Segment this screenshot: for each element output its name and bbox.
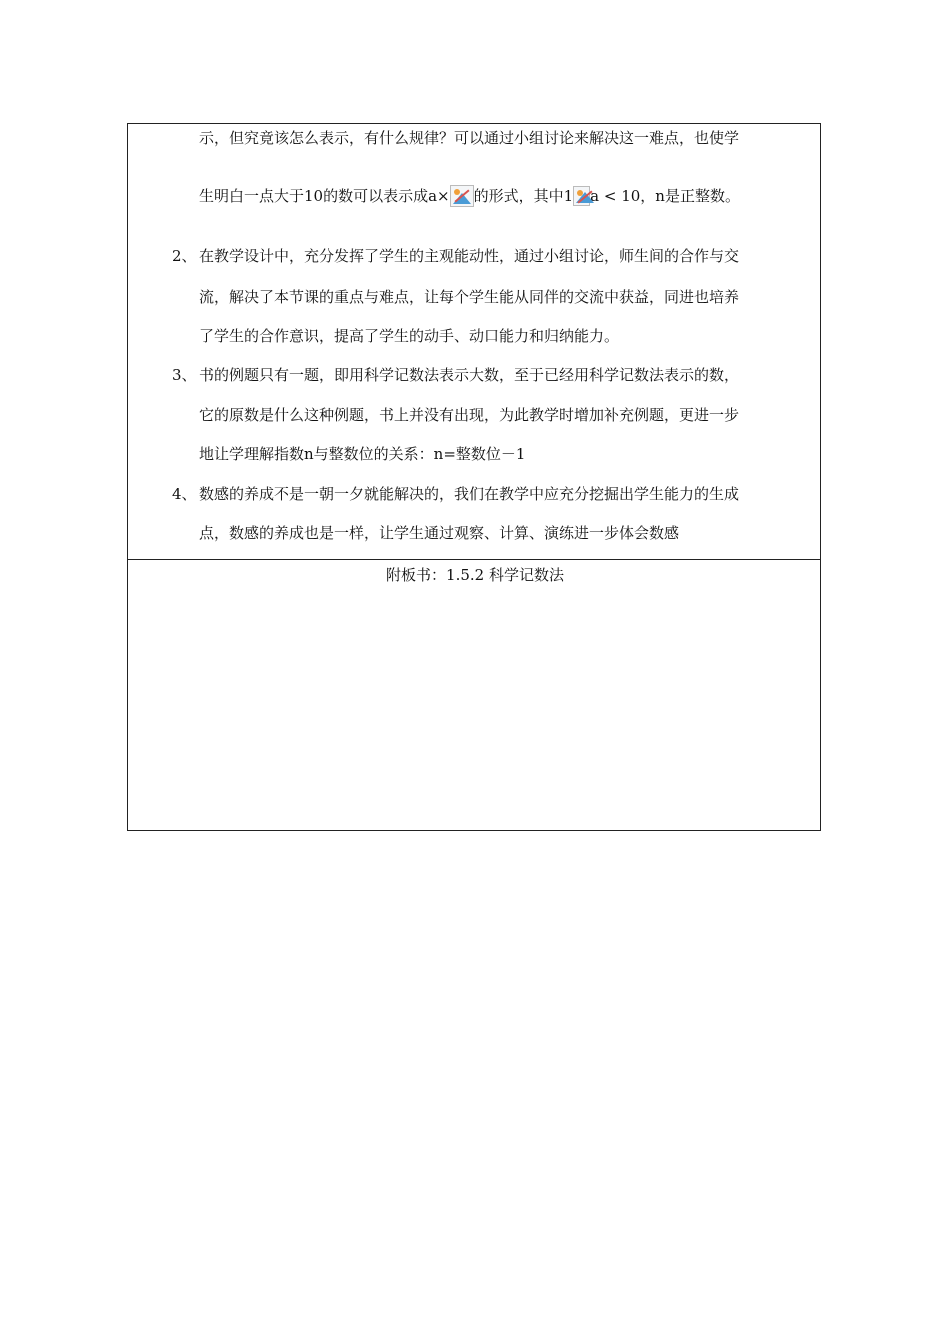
- line-2-part-a: 生明白一点大于10的数可以表示成a×: [199, 187, 450, 205]
- board-title: 附板书：1.5.2 科学记数法: [386, 566, 564, 584]
- item-4-number: 4、: [172, 485, 197, 503]
- item-2-line-1: 在教学设计中，充分发挥了学生的主观能动性，通过小组讨论，师生间的合作与交: [199, 247, 740, 265]
- table-divider: [127, 559, 821, 560]
- item-3-line-1: 书的例题只有一题，即用科学记数法表示大数，至于已经用科学记数法表示的数，: [199, 366, 740, 384]
- item-2-number: 2、: [172, 247, 197, 265]
- item-2-line-2: 流，解决了本节课的重点与难点，让每个学生能从同伴的交流中获益，同进也培养: [199, 288, 740, 306]
- reflection-line-1: 示，但究竟该怎么表示，有什么规律？可以通过小组讨论来解决这一难点，也使学: [199, 129, 740, 147]
- item-3-number: 3、: [172, 366, 197, 384]
- item-2-line-3: 了学生的合作意识，提高了学生的动手、动口能力和归纳能力。: [199, 327, 620, 345]
- item-3-line-3: 地让学理解指数n与整数位的关系：n=整数位－1: [199, 445, 526, 463]
- item-3-line-2: 它的原数是什么这种例题，书上并没有出现，为此教学时增加补充例题，更进一步: [199, 406, 740, 424]
- item-4-line-1: 数感的养成不是一朝一夕就能解决的，我们在教学中应充分挖掘出学生能力的生成: [199, 485, 740, 503]
- table-frame: [127, 123, 821, 831]
- line-2-part-c: a < 10，n是正整数。: [590, 187, 740, 205]
- broken-image-icon: [573, 186, 590, 206]
- broken-image-icon: [450, 185, 474, 207]
- line-2-part-b: 的形式，其中1: [473, 187, 574, 205]
- reflection-line-2: [199, 185, 740, 207]
- item-4-line-2: 点，数感的养成也是一样，让学生通过观察、计算、演练进一步体会数感: [199, 524, 680, 542]
